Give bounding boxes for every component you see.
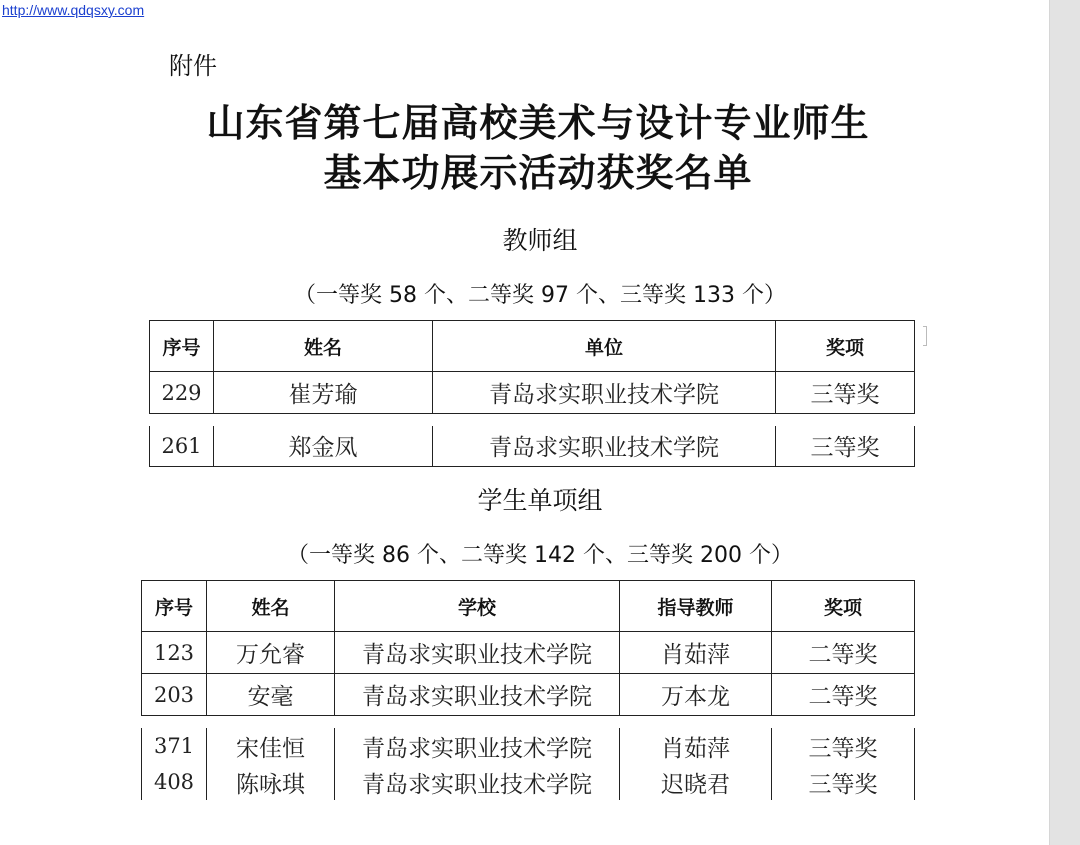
column-header-name: 姓名 bbox=[207, 581, 335, 632]
table-row bbox=[142, 728, 915, 764]
student-group-heading: 学生单项组 bbox=[477, 486, 603, 515]
column-header-school: 学校 bbox=[335, 581, 620, 632]
teacher-award-table bbox=[149, 320, 915, 467]
row-no: 408 bbox=[142, 764, 207, 800]
column-header-no: 序号 bbox=[150, 321, 214, 372]
row-school: 青岛求实职业技术学院 bbox=[335, 764, 620, 800]
row-name: 万允睿 bbox=[207, 632, 335, 674]
row-unit: 青岛求实职业技术学院 bbox=[433, 372, 776, 414]
row-name: 崔芳瑜 bbox=[214, 372, 433, 414]
row-no: 261 bbox=[150, 426, 214, 466]
table-row bbox=[142, 764, 915, 800]
row-name: 安毫 bbox=[207, 674, 335, 716]
scrollbar-track[interactable] bbox=[1049, 0, 1080, 845]
row-teacher: 万本龙 bbox=[620, 674, 772, 716]
column-header-no: 序号 bbox=[142, 581, 207, 632]
attachment-label: 附件 bbox=[169, 52, 217, 80]
row-school: 青岛求实职业技术学院 bbox=[335, 674, 620, 716]
row-name: 宋佳恒 bbox=[207, 728, 335, 764]
row-unit: 青岛求实职业技术学院 bbox=[433, 426, 776, 466]
table-header-row bbox=[150, 321, 915, 372]
table-row bbox=[150, 372, 915, 414]
document-title-line2: 基本功展示活动获奖名单 bbox=[323, 150, 753, 195]
row-award: 三等奖 bbox=[776, 372, 915, 414]
row-school: 青岛求实职业技术学院 bbox=[335, 728, 620, 764]
row-award: 三等奖 bbox=[772, 728, 915, 764]
document-title-line1: 山东省第七届高校美术与设计专业师生 bbox=[206, 100, 870, 145]
row-award: 三等奖 bbox=[776, 426, 915, 466]
table-row bbox=[142, 674, 915, 716]
row-name: 郑金凤 bbox=[214, 426, 433, 466]
row-teacher: 肖茹萍 bbox=[620, 728, 772, 764]
table-row bbox=[150, 426, 915, 466]
teacher-group-heading: 教师组 bbox=[502, 226, 578, 255]
column-header-unit: 单位 bbox=[433, 321, 776, 372]
site-url-link[interactable]: http://www.qdqsxy.com bbox=[2, 2, 145, 18]
row-no: 371 bbox=[142, 728, 207, 764]
row-award: 三等奖 bbox=[772, 764, 915, 800]
margin-mark bbox=[923, 326, 927, 346]
student-group-counts: （一等奖 86 个、二等奖 142 个、三等奖 200 个） bbox=[287, 543, 793, 568]
row-award: 二等奖 bbox=[772, 632, 915, 674]
table-row bbox=[142, 632, 915, 674]
teacher-group-counts: （一等奖 58 个、二等奖 97 个、三等奖 133 个） bbox=[294, 283, 786, 308]
row-award: 二等奖 bbox=[772, 674, 915, 716]
column-header-name: 姓名 bbox=[214, 321, 433, 372]
column-header-teacher: 指导教师 bbox=[620, 581, 772, 632]
table-header-row bbox=[142, 581, 915, 632]
row-teacher: 迟晓君 bbox=[620, 764, 772, 800]
row-name: 陈咏琪 bbox=[207, 764, 335, 800]
column-header-award: 奖项 bbox=[772, 581, 915, 632]
row-no: 203 bbox=[142, 674, 207, 716]
row-no: 123 bbox=[142, 632, 207, 674]
row-school: 青岛求实职业技术学院 bbox=[335, 632, 620, 674]
row-teacher: 肖茹萍 bbox=[620, 632, 772, 674]
row-no: 229 bbox=[150, 372, 214, 414]
column-header-award: 奖项 bbox=[776, 321, 915, 372]
student-award-table bbox=[141, 580, 915, 800]
